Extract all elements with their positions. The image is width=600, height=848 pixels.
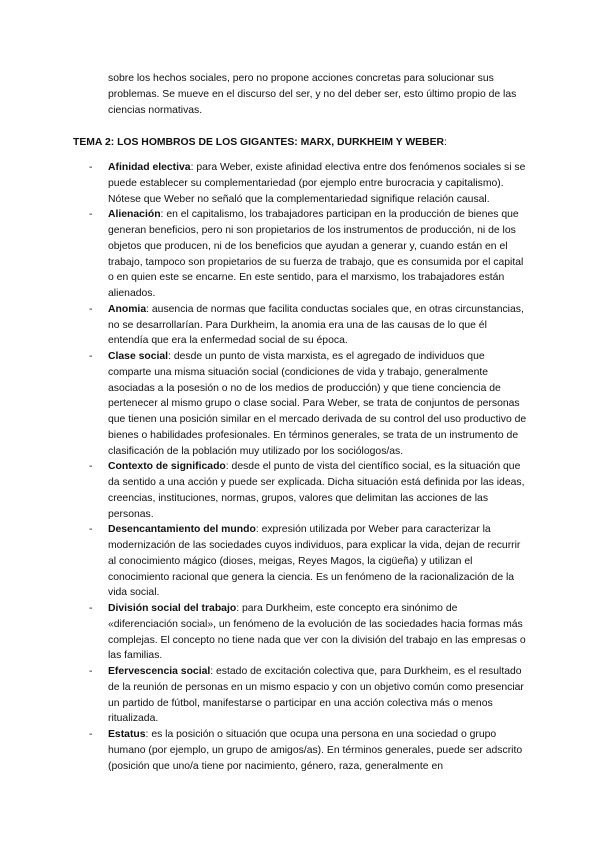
glossary-item-desencantamiento-del-mundo (73, 522, 529, 601)
bullet-dash: - (89, 666, 93, 677)
glossary-item-division-social-del-trabajo (73, 601, 529, 664)
glossary-term: Efervescencia social (108, 666, 211, 677)
bullet-dash: - (89, 524, 93, 536)
glossary-term: Desencantamiento del mundo (108, 524, 256, 536)
glossary-term: Estatus (108, 729, 146, 740)
glossary-definition: : expresión utilizada por Weber para caracterizar la modernización de las sociedades cuyos individuos, para explicar la vida, dejan de recurrir al conocimiento mágico (dioses, meigas, Reyes Magos, la cigüeña) y utilizan el conocimiento racional que genera la ciencia. Es un fenómeno de la racionalización de la vida social. (108, 524, 521, 599)
glossary-definition: : para Durkheim, este concepto era sinónimo de «diferenciación social», un fenómeno de la evolución de las sociedades hacia formas más complejas. El concepto no tiene nada que ver con la división del trabajo en las empresas o las familias. (108, 603, 526, 662)
bullet-dash: - (89, 351, 93, 362)
glossary-term: Contexto de significado (108, 461, 226, 473)
section-heading (73, 135, 533, 151)
glossary-definition: : para Weber, existe afinidad electiva entre dos fenómenos sociales si se puede establecer su complementariedad (por ejemplo entre burocracia y capitalismo). Nótese que Weber no señaló que la complementariedad signifique relación causal. (108, 162, 526, 205)
glossary-definition: : desde el punto de vista del científico social, es la situación que da sentido a una acción y puede ser explicada. Dicha situación está definida por las ideas, creencias, instituciones, normas, grupos, valores que delimitan las acciones de las personas. (108, 461, 525, 520)
section-heading-colon: : (444, 137, 447, 148)
glossary-item-clase-social (73, 349, 529, 459)
glossary-definition: : ausencia de normas que facilita conductas sociales que, en otras circunstancias, no se desarrollarían. Para Durkheim, la anomia era una de las causas de lo que él entendía que era la enfermedad social de su época. (108, 303, 524, 347)
glossary-term: Afinidad electiva (108, 162, 191, 173)
glossary-definition: : es la posición o situación que ocupa una persona en una sociedad o grupo humano (por ejemplo, un grupo de amigos/as). En términos generales, puede ser adscrito (posición que uno/a tiene por nacimiento, género, raza, generalmente en (108, 729, 523, 772)
glossary-item-contexto-de-significado (73, 459, 529, 522)
glossary-definition: : desde un punto de vista marxista, es el agregado de individuos que comparte una misma situación social (condiciones de vida y trabajo, generalmente asociadas a la posesión o no de los medios de producción) y que tiene conciencia de pertenecer al mismo grupo o clase social. Para Weber, se trata de conjuntos de personas que tienen una posición similar en el mercado derivada de su control del uso productivo de bienes o habilidades profesionales. En términos generales, se trata de un instrumento de clasificación de la población muy utilizado por los sociólogos/as. (108, 351, 527, 457)
glossary-term: Anomia (108, 303, 147, 315)
glossary-item-afinidad-electiva (73, 160, 529, 207)
glossary-item-alienacion (73, 207, 529, 302)
glossary-item-estatus (73, 727, 529, 774)
section-heading-text: TEMA 2: LOS HOMBROS DE LOS GIGANTES: MARX, DURKHEIM Y WEBER (73, 137, 445, 148)
glossary-list (73, 160, 529, 774)
bullet-dash: - (89, 303, 93, 315)
glossary-item-efervescencia-social (73, 664, 529, 727)
bullet-dash: - (89, 729, 93, 740)
glossary-term: División social del trabajo (108, 603, 237, 614)
glossary-term: Clase social (108, 351, 169, 362)
glossary-term: Alienación (108, 209, 161, 221)
glossary-item-anomia (73, 302, 529, 349)
bullet-dash: - (89, 603, 93, 614)
bullet-dash: - (89, 209, 93, 221)
glossary-definition: : estado de excitación colectiva que, para Durkheim, es el resultado de la reunión de personas en un mismo espacio y con un objetivo común como presenciar un partido de fútbol, manifestarse o participar en una acción colectiva más o menos ritualizada. (108, 666, 524, 725)
bullet-dash: - (89, 461, 93, 473)
intro-paragraph: sobre los hechos sociales, pero no propone acciones concretas para solucionar sus problemas. Se mueve en el discurso del ser, y no del deber ser, esto último propio de las ciencias normativas. (108, 73, 517, 116)
glossary-definition: : en el capitalismo, los trabajadores participan en la producción de bienes que generan beneficios, pero ni son propietarios de los instrumentos de producción, ni de los objetos que producen, ni de los beneficios que ayudan a generar y, cuando están en el trabajo, tampoco son propietarios de su fuerza de trabajo, que es consumida por el capital o en quien este se encarne. En este sentido, para el marxismo, los trabajadores están alienados. (108, 209, 524, 299)
bullet-dash: - (89, 162, 93, 173)
